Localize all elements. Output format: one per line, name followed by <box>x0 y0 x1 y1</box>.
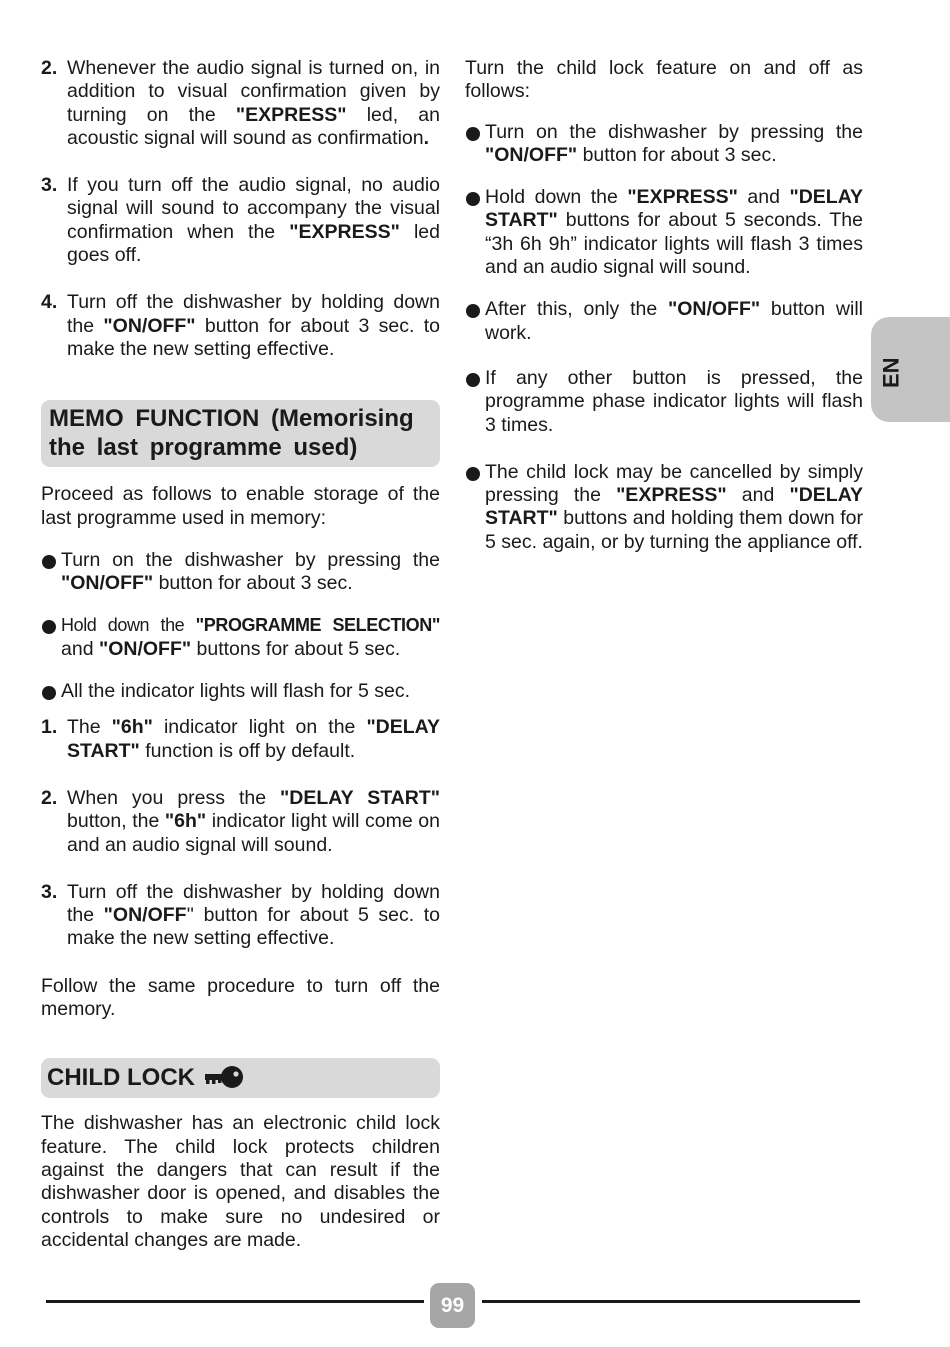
item-number: 2. <box>41 57 58 79</box>
bullet-dot <box>42 620 56 634</box>
memo-function-heading: MEMO FUNCTION (Memorising the last programme used) <box>41 400 440 467</box>
bullet-item <box>41 680 440 703</box>
child-lock-heading-text: CHILD LOCK <box>47 1063 195 1091</box>
item-number: 3. <box>41 174 58 197</box>
bullet-item <box>465 186 863 279</box>
footer-rule-right <box>482 1300 860 1303</box>
numbered-item <box>41 787 440 857</box>
bullet-text: Hold down the "EXPRESS" and "DELAY START" buttons for about 5 seconds. The “3h 6h 9h” indicator lights will flash 3 times and an audio signal will sound. <box>485 186 863 279</box>
bullet-dot <box>466 127 480 141</box>
bullet-text: Hold down the "PROGRAMME SELECTION" and "ON/OFF" buttons for about 5 sec. <box>61 615 440 660</box>
language-tab-label: EN <box>878 357 904 389</box>
item-text: If you turn off the audio signal, no audio signal will sound to accompany the visual confirmation when the "EXPRESS" led goes off. <box>67 174 440 267</box>
item-text: When you press the "DELAY START" button, the "6h" indicator light will come on and an audio signal will sound. <box>67 786 440 856</box>
child-lock-description: The dishwasher has an electronic child lock feature. The child lock protects children against the dangers that can result if the dishwasher door is opened, and disables the controls to make sure no undesired or accidental changes are made. <box>41 1112 440 1251</box>
bullet-dot <box>42 555 56 569</box>
bullet-dot <box>42 686 56 700</box>
bullet-dot <box>466 192 480 206</box>
key-icon <box>203 1065 245 1089</box>
bullet-item <box>41 549 440 596</box>
bullet-item <box>465 461 863 554</box>
item-text: Turn off the dishwasher by holding down the "ON/OFF" button for about 3 sec. to make the new setting effective. <box>67 291 440 360</box>
item-number: 4. <box>41 291 58 314</box>
bullet-dot <box>466 304 480 318</box>
item-text: The "6h" indicator light on the "DELAY START" function is off by default. <box>67 716 440 762</box>
footer-rule-left <box>46 1300 424 1303</box>
bullet-dot <box>466 373 480 387</box>
bullet-text: All the indicator lights will flash for 5 sec. <box>61 680 410 703</box>
memo-intro: Proceed as follows to enable storage of the last programme used in memory: <box>41 483 440 529</box>
memo-outro: Follow the same procedure to turn off the memory. <box>41 974 440 1021</box>
bullet-item <box>465 298 863 345</box>
bullet-item <box>465 121 863 168</box>
numbered-item <box>41 174 440 267</box>
bullet-text: Turn on the dishwasher by pressing the "ON/OFF" button for about 3 sec. <box>61 548 440 595</box>
numbered-item <box>41 881 440 951</box>
bullet-item <box>41 614 440 661</box>
bullet-text: The child lock may be cancelled by simply pressing the "EXPRESS" and "DELAY START" buttons and holding them down for 5 sec. again, or by turning the appliance off. <box>485 460 864 553</box>
numbered-item <box>41 716 440 763</box>
numbered-item <box>41 291 440 361</box>
page-number: 99 <box>430 1283 475 1328</box>
bullet-text: If any other button is pressed, the programme phase indicator lights will flash 3 times. <box>485 366 863 436</box>
left-column <box>41 57 440 1252</box>
item-number: 1. <box>41 716 58 739</box>
item-text: Whenever the audio signal is turned on, in addition to visual confirmation given by turning on the "EXPRESS" led, an acoustic signal will sound as confirmation. <box>67 57 440 149</box>
bullet-text: After this, only the "ON/OFF" button will work. <box>485 298 863 344</box>
item-number: 2. <box>41 786 58 809</box>
item-text: Turn off the dishwasher by holding down the "ON/OFF'' button for about 5 sec. to make the new setting effective. <box>67 880 441 950</box>
right-column <box>465 57 863 554</box>
item-number: 3. <box>41 880 58 903</box>
numbered-item <box>41 57 440 150</box>
child-lock-intro: Turn the child lock feature on and off as follows: <box>465 57 863 103</box>
child-lock-heading <box>41 1058 440 1098</box>
bullet-text: Turn on the dishwasher by pressing the "ON/OFF" button for about 3 sec. <box>485 120 863 166</box>
bullet-item <box>465 367 863 437</box>
bullet-dot <box>466 467 480 481</box>
